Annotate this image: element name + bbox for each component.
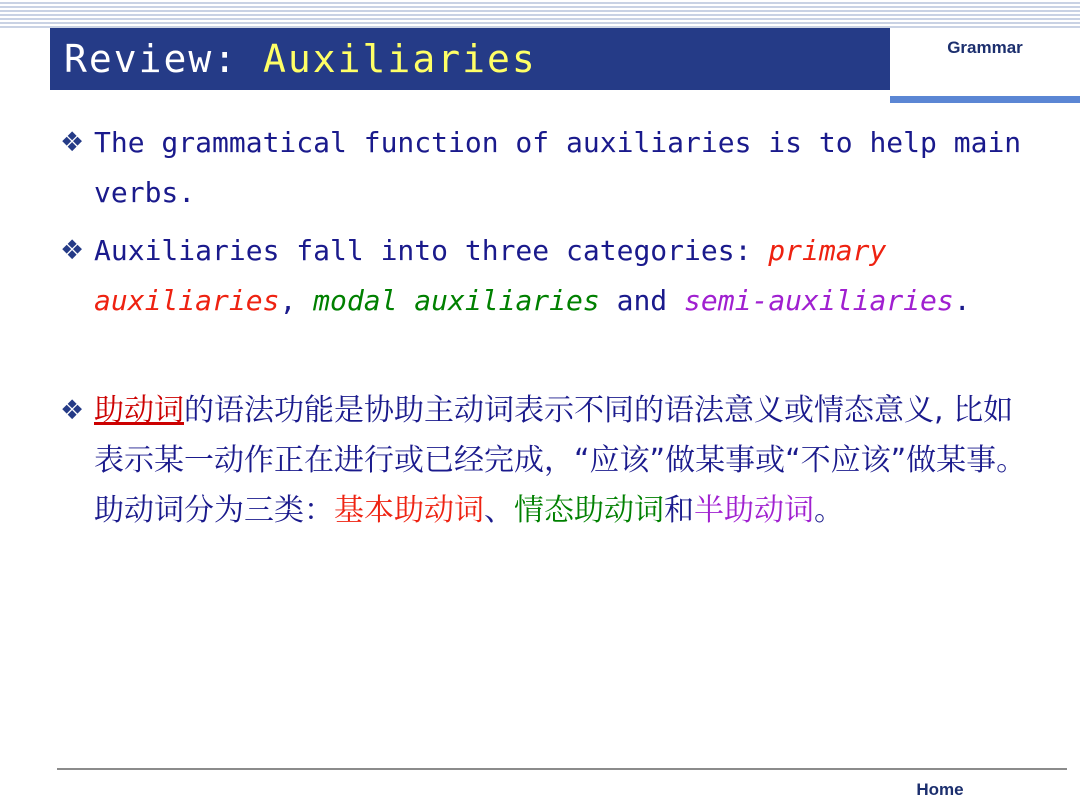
list-item (60, 118, 1040, 218)
text-segment: 和 (664, 493, 694, 528)
diamond-bullet-icon: ❖ (60, 235, 85, 266)
text-segment: . (953, 284, 971, 317)
text-segment: , (279, 284, 314, 317)
diamond-bullet-icon: ❖ (60, 395, 85, 426)
badge-accent-rule (890, 96, 1080, 103)
list-item (60, 226, 1040, 326)
home-link[interactable]: Home (916, 780, 964, 799)
spacer (60, 334, 1040, 386)
term-modal-auxiliary-cn: 情态助动词 (514, 493, 664, 528)
bullet-text-english-2 (94, 226, 1040, 326)
text-segment: The grammatical function of auxiliaries is to help main verbs. (94, 126, 1022, 209)
page-title-main: Review: (64, 37, 239, 81)
text-segment: 、 (484, 493, 514, 528)
term-modal-auxiliaries: modal auxiliaries (313, 284, 600, 317)
term-basic-auxiliary-cn: 基本助动词 (334, 493, 484, 528)
diamond-bullet-icon: ❖ (60, 127, 85, 158)
text-segment: Auxiliaries fall into three categories: (94, 234, 769, 267)
term-primary-auxiliaries: primary auxiliaries (94, 234, 887, 317)
bullet-text-chinese (94, 386, 1040, 536)
decorative-stripe-band (0, 0, 1080, 28)
text-segment: 。 (814, 493, 844, 528)
term-semi-auxiliary-cn: 半助动词 (694, 493, 814, 528)
term-semi-auxiliaries: semi-auxiliaries (684, 284, 954, 317)
status-badge: Grammar (947, 38, 1023, 57)
text-segment: 的语法功能是协助主动词表示不同的语法意义或情态意义, 比如表示某一动作正在进行或已经完成，“应该”做某事或“不应该”做某事。助动词分为三类： (94, 393, 1027, 528)
slide-content (60, 118, 1040, 544)
bullet-text-english-1 (94, 118, 1040, 218)
footer-divider (57, 768, 1067, 770)
page-title (64, 28, 884, 90)
term-zhudongci: 助动词 (94, 393, 184, 428)
page-title-highlight: Auxiliaries (263, 37, 537, 81)
list-item (60, 386, 1040, 536)
text-segment: and (599, 284, 685, 317)
